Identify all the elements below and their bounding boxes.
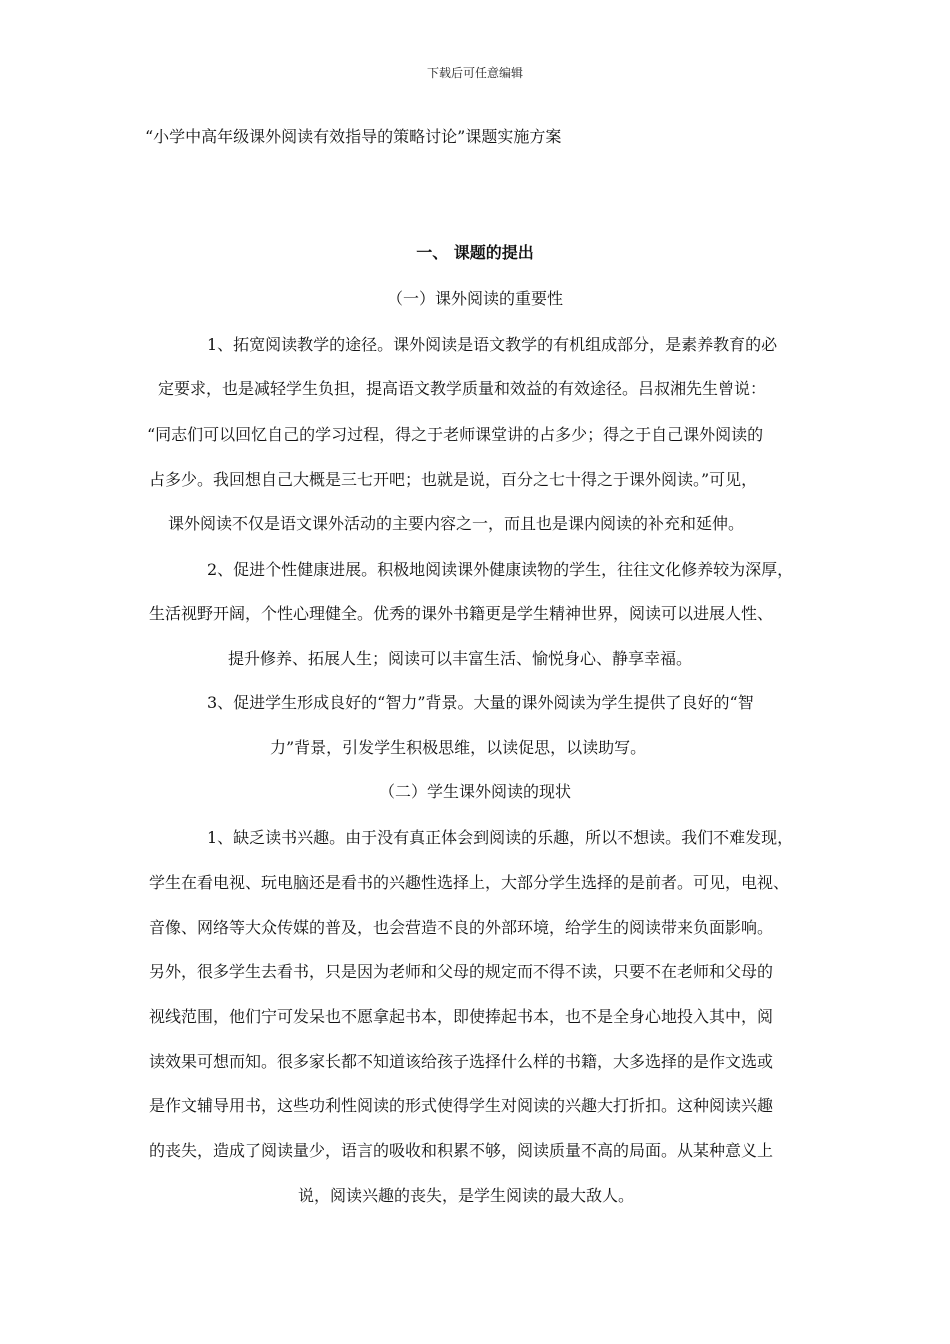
paragraph-line: 1、拓宽阅读教学的途径。课外阅读是语文教学的有机组成部分，是素养教育的必: [207, 335, 778, 354]
paragraph-line: 占多少。我回想自己大概是三七开吧；也就是说，百分之七十得之于课外阅读。”可见，: [149, 470, 758, 489]
paragraph-line: 说，阅读兴趣的丧失，是学生阅读的最大敌人。: [298, 1186, 635, 1205]
paragraph-line: 力”背景，引发学生积极思维，以读促思，以读助写。: [270, 738, 647, 757]
header-note: 下载后可任意编辑: [426, 66, 523, 80]
document-title: “小学中高年级课外阅读有效指导的策略讨论”课题实施方案: [145, 127, 562, 146]
paragraph-line: 是作文辅导用书，这些功利性阅读的形式使得学生对阅读的兴趣大打折扣。这种阅读兴趣: [149, 1096, 774, 1115]
paragraph-line: 生活视野开阔，个性心理健全。优秀的课外书籍更是学生精神世界，阅读可以进展人性、: [149, 604, 774, 623]
subsection-heading-status: （二）学生课外阅读的现状: [378, 782, 571, 801]
paragraph-line: 的丧失，造成了阅读量少，语言的吸收和积累不够，阅读质量不高的局面。从某种意义上: [149, 1141, 774, 1160]
paragraph-line: 课外阅读不仅是语文课外活动的主要内容之一，而且也是课内阅读的补充和延伸。: [168, 514, 745, 533]
paragraph-line: 1、缺乏读书兴趣。由于没有真正体会到阅读的乐趣，所以不想读。我们不难发现，: [207, 828, 794, 847]
section-heading: 一、 课题的提出: [416, 243, 534, 262]
paragraph-line: 另外，很多学生去看书，只是因为老师和父母的规定而不得不读，只要不在老师和父母的: [149, 962, 774, 981]
paragraph-line: 音像、网络等大众传媒的普及，也会营造不良的外部环境，给学生的阅读带来负面影响。: [149, 918, 774, 937]
paragraph-line: 提升修养、拓展人生；阅读可以丰富生活、愉悦身心、静享幸福。: [228, 649, 693, 668]
paragraph-line: 2、促进个性健康进展。积极地阅读课外健康读物的学生，往往文化修养较为深厚，: [207, 560, 794, 579]
paragraph-line: 定要求，也是减轻学生负担，提高语文教学质量和效益的有效途径。吕叔湘先生曾说：: [158, 379, 767, 398]
paragraph-line: 视线范围，他们宁可发呆也不愿拿起书本，即使捧起书本，也不是全身心地投入其中，阅: [149, 1007, 774, 1026]
paragraph-line: “同志们可以回忆自己的学习过程，得之于老师课堂讲的占多少；得之于自己课外阅读的: [147, 425, 764, 444]
subsection-heading-importance: （一）课外阅读的重要性: [386, 289, 563, 308]
paragraph-line: 3、促进学生形成良好的“智力”背景。大量的课外阅读为学生提供了良好的“智: [207, 693, 754, 712]
paragraph-line: 学生在看电视、玩电脑还是看书的兴趣性选择上，大部分学生选择的是前者。可见，电视、: [149, 873, 790, 892]
paragraph-line: 读效果可想而知。很多家长都不知道该给孩子选择什么样的书籍，大多选择的是作文选或: [149, 1052, 774, 1071]
